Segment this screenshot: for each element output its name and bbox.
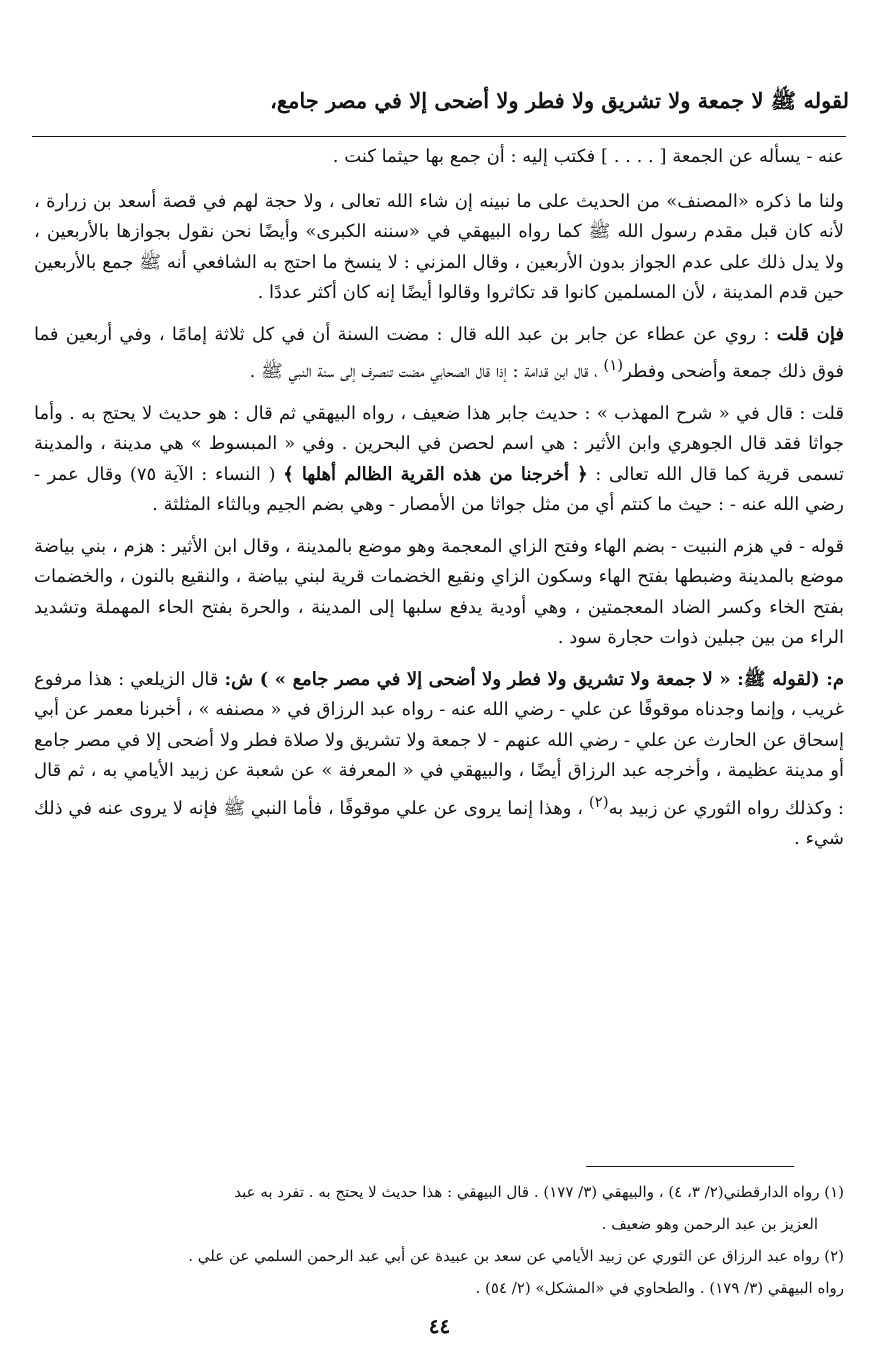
footnote-1-continuation (34, 1210, 844, 1238)
footnote-2-cont-text: رواه البيهقي (٣/ ١٧٩) . والطحاوي في «المشكل» (٢/ ٥٤) . (475, 1279, 844, 1297)
paragraph-5-text-a: قال الزيلعي : هذا مرفوع غريب ، وإنما وجدناه موقوفًا عن علي - رضي الله عنه - رواه عبد الرزاق في « مصنفه » ، أخبرنا معمر عن أبي إسحاق عن الحارث عن علي - رضي الله عنهم - لا جمعة ولا تشريق ولا صلاة فطر ولا أضحى إلا في مصر جامع أو مدينة عظيمة ، وأخرجه عبد الرزاق أيضًا ، والبيهقي في « المعرفة » عن شعبة عن زبيد الأيامي به ، ثم قال : وكذلك رواه الثوري عن زبيد به (34, 668, 845, 819)
footnote-1-text: (١) رواه الدارقطني(٢/ ٣، ٤) ، والبيهقي (٣/ ١٧٧) . قال البيهقي : هذا حديث لا يحتج به . تفرد به عبد (234, 1183, 844, 1201)
paragraph-4-text: قوله - في هزم النبيت - بضم الهاء وفتح الزاي المعجمة وهو موضع بالمدينة ، وقال ابن الأثير : هزم ، بني بياضة موضع بالمدينة وضبطها بفتح الهاء وسكون الزاي ونقيع الخضمات قرية لبني بياضة ، والنقيع بالنون ، والخضمات بفتح الخاء وكسر الضاد المعجمتين ، وهي أودية يدفع سلبها إلى المدينة ، والحرة بفتح الحاء المهملة وتشديد الراء من بين جبلين ذوات حجارة سود . (34, 535, 844, 648)
paragraph-3-text-a: قلت : قال في « شرح المهذب » : حديث جابر هذا ضعيف ، رواه البيهقي ثم قال : هو حديث لا يحتج به . وأما جواثا فقد قال الجوهري وابن الأثير : هي اسم لحصن في البحرين . وفي « المبسوط » هي مدينة ، والمدينة تسمى قرية كما قال الله تعالى : (34, 402, 844, 485)
footnote-ref-2[interactable]: (٢) (588, 792, 609, 811)
running-title: لقوله ﷺ لا جمعة ولا تشريق ولا فطر ولا أضحى إلا في مصر جامع، (270, 88, 849, 113)
header-rule (32, 136, 846, 137)
page-number: ٤٤ (428, 1314, 451, 1338)
main-text (34, 142, 844, 866)
paragraph-3 (34, 399, 844, 521)
paragraph-1 (34, 187, 844, 309)
footnote-rule (586, 1166, 794, 1167)
footnote-ref-1[interactable]: (١) (603, 356, 624, 374)
paragraph-3-text-b: ( النساء : الآية ٧٥) وقال عمر - رضي الله عنه - : حيث ما كنتم أي من مثل جواثا من الأمصار - وهي بضم الجيم وبالثاء المثلثة . (34, 463, 844, 515)
paragraph-0 (34, 142, 844, 173)
footnotes (34, 1178, 844, 1306)
paragraph-2-lead: فإن قلت (776, 323, 844, 345)
footnote-1-cont-text: العزيز بن عبد الرحمن وهو ضعيف . (601, 1215, 818, 1233)
running-header (30, 86, 849, 116)
paragraph-5-lead: م: (لقوله ﷺ: « لا جمعة ولا تشريق ولا فطر ولا أضحى إلا في مصر جامع » ) ش: (224, 668, 844, 690)
footnote-2-continuation (34, 1274, 844, 1302)
footnote-2 (34, 1242, 844, 1270)
paragraph-5 (34, 665, 844, 855)
paragraph-0-text: عنه - يسأله عن الجمعة [ . . . . ] فكتب إليه : أن جمع بها حيثما كنت . (332, 146, 844, 167)
paragraph-5-text-b: ، وهذا إنما يروى عن علي موقوفًا ، فأما النبي ﷺ فإنه لا يروى عنه في ذلك شيء . (34, 797, 844, 849)
paragraph-2-text-b: ، قال ابن قدامة : إذا قال الصحابي مضت تنصرف إلى سنة النبي ﷺ . (249, 361, 604, 382)
quran-quote: ﴿ أخرجنا من هذه القرية الظالم أهلها ﴾ (283, 463, 588, 485)
paragraph-4 (34, 532, 844, 654)
paragraph-2 (34, 320, 844, 388)
paragraph-1-text: ولنا ما ذكره «المصنف» من الحديث على ما نبينه إن شاء الله تعالى ، ولا حجة لهم في قصة أسعد بن زرارة ، لأنه كان قبل مقدم رسول الله ﷺ كما رواه البيهقي في «سننه الكبرى» وأيضًا نحن نقول بجوازها بالأربعين ، ولا يدل ذلك على عدم الجواز بدون الأربعين ، وقال المزني : لا ينسخ ما احتج به الشافعي أنه ﷺ جمع بالأربعين حين قدم المدينة ، لأن المسلمين كانوا قد تكاثروا وقالوا أيضًا إنه كان أكثر عددًا . (34, 190, 844, 303)
footnote-2-text: (٢) رواه عبد الرزاق عن الثوري عن زبيد الأيامي عن سعد بن عبيدة عن أبي عبد الرحمن السلمي عن علي . (188, 1247, 844, 1265)
paragraph-2-text-a: : روي عن عطاء عن جابر بن عبد الله قال : مضت السنة أن في كل ثلاثة إمامًا ، وفي أربعين فما فوق ذلك جمعة وأضحى وفطر (34, 323, 844, 382)
footnote-1 (34, 1178, 844, 1206)
